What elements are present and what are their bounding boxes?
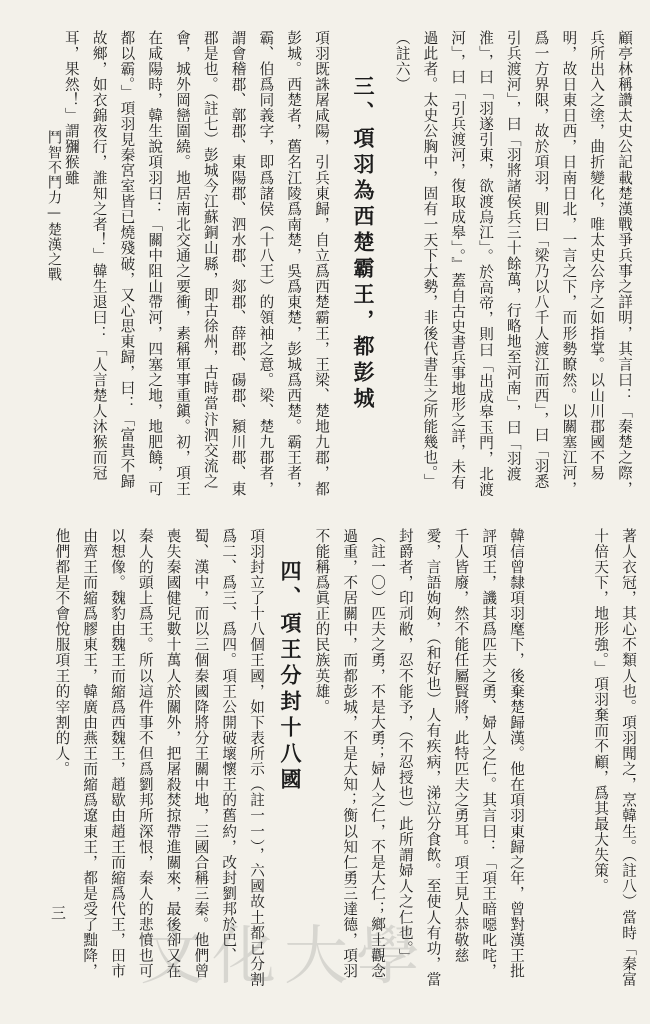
section-heading-4: 四、項王分封十八國 — [278, 560, 303, 794]
page-number: 三 — [49, 905, 67, 920]
top-paragraph-1: 顧亭林稱讚太史公記載楚漢戰爭兵事之詳明，其言曰：「秦楚之際，兵所出入之塗，曲折變化，唯太史公序之如指掌。以山川郡國不易明，故日東日西，日南日北，一言之下，而形勢瞭然。以關塞江河，爲一方界限，故於項羽，則曰「梁乃以八千人渡江而西」，曰「羽悉引兵渡河」，曰「羽將諸侯兵三十餘萬，行略地至河南」，曰「羽渡淮」，曰「羽遂引東，欲渡烏江」。於高帝，則曰「出成皋玉門，北渡河」，曰「引兵渡河，復取成皋」。』蓋自古史書兵事地形之詳，未有過此者。太史公胸中，固有一天下大勢，非後代書生之所能幾也。」（註六） — [393, 30, 633, 498]
bottom-paragraph-2: 韓信曾隸項羽麾下，後棄楚歸漢。他在項羽東歸之年，曾對漢王批評項王，譏其爲匹夫之勇、婦人之仁。其言曰：「項王暗噁叱咤，千人皆廢，然不能任屬賢將，此特匹夫之勇耳。項王見人恭敬慈愛，言語姁姁，（和好也）人有疾病，涕泣分食飲。至使人有功，當封爵者，印刓敝，忍不能予，（不忍授也）此所謂婦人之仁也。」（註一〇）匹夫之勇，不是大勇；婦人之仁，不是大仁；鄉土觀念過重，不居關中，而都彭城，不是大知；衡以知仁勇三達德，項羽不能稱爲眞正的民族英雄。 — [313, 528, 525, 988]
section-heading-3: 三、項羽為西楚霸王，都彭城 — [351, 75, 376, 413]
top-paragraph-2: 項羽既誅屠咸陽，引兵東歸，自立爲西楚霸王，王梁、楚地九郡，都彭城。西楚者，舊名江陵爲南楚，吳爲東楚，彭城爲西楚。霸王者，霸、伯爲同義字，即爲諸侯（十八王）的領袖之意。梁、楚九郡者，謂會稽郡、鄣郡、東陽郡、泗水郡、郯郡、薛郡、碭郡、潁川郡、東郡是也。（註七）彭城今江蘇銅山縣，即古徐州，古時當汴泗交流之會，城外岡巒圍繞。地居南北交通之要衝，素稱軍事重鎭。初，項王在咸陽時，韓生說項羽曰：「關中阻山帶河，四塞之地，地肥饒，可都以霸。」項羽見秦宮室皆已燒殘破，又心思東歸，曰：「富貴不歸故鄉，如衣錦夜行，誰知之者！」韓生退曰：「人言楚人沐猴而冠耳，果然！」謂獼猴雖 — [62, 30, 330, 497]
running-head: 鬥智不鬥力—楚漢之戰 — [46, 130, 62, 282]
watermark-logo: 文化大學 — [140, 920, 428, 994]
bottom-paragraph-1: 著人衣冠，其心不類人也。項羽聞之，烹韓生。（註八）當時「秦富十倍天下，地形強。」項羽棄而不顧，爲其最大失策。 — [592, 528, 637, 988]
bottom-paragraph-3: 項羽封立了十八個王國，如下表所示（註一一），六國故土都已分割爲二、爲三、爲四。項王公開破壞懷王的舊約，改封劉邦於巴、蜀、漢中，而以三個秦國降將分王關中地，三國合稱三秦。他們曾喪失秦國健兒數十萬人於關外，把屠殺焚掠帶進關來，最後卻又在秦人的頭上爲王。所以這件事不但爲劉邦所深恨，秦人的悲憤也可以想像。魏豹由魏王而縮爲西魏王，趙歇由趙王而縮爲代王，田市由齊王而縮爲膠東王，韓廣由燕王而縮爲遼東王，都是受了黜降，他們都是不會悅服項王的宰割的人。 — [53, 528, 265, 988]
